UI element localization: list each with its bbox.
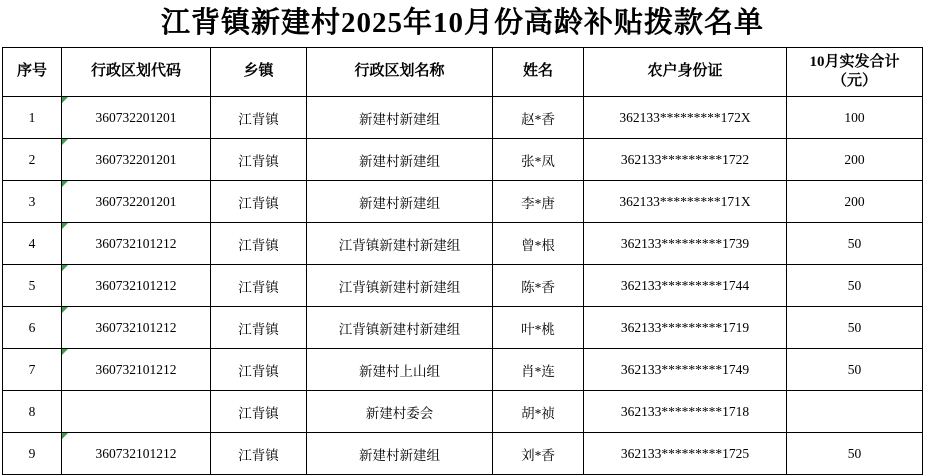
cell-amount: 50 — [787, 223, 923, 265]
cell-id: 362133*********1749 — [584, 349, 787, 391]
cell-division-name: 新建村新建组 — [307, 97, 493, 139]
cell-division-name: 新建村上山组 — [307, 349, 493, 391]
column-header-name: 姓名 — [493, 48, 584, 97]
cell-seq: 7 — [3, 349, 62, 391]
column-header-division-code: 行政区划代码 — [62, 48, 211, 97]
cell-town: 江背镇 — [211, 307, 307, 349]
column-header-id: 农户身份证 — [584, 48, 787, 97]
cell-name: 曾*根 — [493, 223, 584, 265]
cell-amount: 100 — [787, 97, 923, 139]
cell-amount: 200 — [787, 139, 923, 181]
cell-name: 叶*桃 — [493, 307, 584, 349]
cell-town: 江背镇 — [211, 223, 307, 265]
cell-name: 李*唐 — [493, 181, 584, 223]
cell-amount: 200 — [787, 181, 923, 223]
cell-name: 刘*香 — [493, 433, 584, 475]
cell-town: 江背镇 — [211, 433, 307, 475]
cell-id: 362133*********1739 — [584, 223, 787, 265]
cell-id: 362133*********171X — [584, 181, 787, 223]
cell-name: 肖*连 — [493, 349, 584, 391]
comment-marker-icon — [62, 265, 68, 271]
cell-division-name: 新建村新建组 — [307, 139, 493, 181]
cell-division-code — [62, 391, 211, 433]
cell-town: 江背镇 — [211, 391, 307, 433]
cell-id: 362133*********172X — [584, 97, 787, 139]
allowance-table — [2, 47, 923, 475]
comment-marker-icon — [62, 97, 68, 103]
column-header-seq: 序号 — [3, 48, 62, 97]
table-row — [3, 265, 923, 307]
cell-amount: 50 — [787, 349, 923, 391]
column-header-town: 乡镇 — [211, 48, 307, 97]
table-row — [3, 139, 923, 181]
cell-amount — [787, 391, 923, 433]
table-row — [3, 349, 923, 391]
cell-town: 江背镇 — [211, 139, 307, 181]
table-row — [3, 391, 923, 433]
cell-seq: 9 — [3, 433, 62, 475]
cell-seq: 1 — [3, 97, 62, 139]
cell-id: 362133*********1718 — [584, 391, 787, 433]
cell-name: 张*凤 — [493, 139, 584, 181]
page-title: 江背镇新建村2025年10月份高龄补贴拨款名单 — [160, 7, 764, 39]
comment-marker-icon — [62, 139, 68, 145]
cell-division-name: 新建村委会 — [307, 391, 493, 433]
cell-division-code: 360732101212 — [62, 223, 211, 265]
column-header-amount-line2: （元） — [831, 73, 877, 89]
cell-division-code: 360732201201 — [62, 97, 211, 139]
cell-seq: 5 — [3, 265, 62, 307]
cell-division-name: 江背镇新建村新建组 — [307, 307, 493, 349]
cell-division-code: 360732201201 — [62, 181, 211, 223]
cell-division-code: 360732101212 — [62, 265, 211, 307]
cell-division-name: 新建村新建组 — [307, 181, 493, 223]
cell-division-code: 360732101212 — [62, 349, 211, 391]
cell-name: 陈*香 — [493, 265, 584, 307]
table-row — [3, 97, 923, 139]
cell-division-code: 360732201201 — [62, 139, 211, 181]
cell-division-code: 360732101212 — [62, 433, 211, 475]
cell-seq: 3 — [3, 181, 62, 223]
comment-marker-icon — [62, 223, 68, 229]
table-row — [3, 223, 923, 265]
comment-marker-icon — [62, 307, 68, 313]
cell-seq: 2 — [3, 139, 62, 181]
comment-marker-icon — [62, 181, 68, 187]
column-header-amount — [787, 48, 923, 97]
cell-division-name: 新建村新建组 — [307, 433, 493, 475]
cell-name: 赵*香 — [493, 97, 584, 139]
cell-amount: 50 — [787, 307, 923, 349]
column-header-division-name: 行政区划名称 — [307, 48, 493, 97]
cell-town: 江背镇 — [211, 349, 307, 391]
table-body — [3, 97, 923, 475]
table-header-row — [3, 48, 923, 97]
cell-town: 江背镇 — [211, 97, 307, 139]
cell-division-code: 360732101212 — [62, 307, 211, 349]
cell-name: 胡*祯 — [493, 391, 584, 433]
cell-division-name: 江背镇新建村新建组 — [307, 265, 493, 307]
table-row — [3, 307, 923, 349]
column-header-amount-line1: 10月实发合计 — [809, 54, 900, 71]
cell-town: 江背镇 — [211, 181, 307, 223]
comment-marker-icon — [62, 433, 68, 439]
table-row — [3, 181, 923, 223]
cell-id: 362133*********1744 — [584, 265, 787, 307]
cell-amount: 50 — [787, 433, 923, 475]
cell-id: 362133*********1722 — [584, 139, 787, 181]
cell-id: 362133*********1719 — [584, 307, 787, 349]
cell-division-name: 江背镇新建村新建组 — [307, 223, 493, 265]
cell-town: 江背镇 — [211, 265, 307, 307]
cell-seq: 8 — [3, 391, 62, 433]
cell-id: 362133*********1725 — [584, 433, 787, 475]
table-row — [3, 433, 923, 475]
cell-seq: 6 — [3, 307, 62, 349]
cell-amount: 50 — [787, 265, 923, 307]
comment-marker-icon — [62, 349, 68, 355]
cell-seq: 4 — [3, 223, 62, 265]
